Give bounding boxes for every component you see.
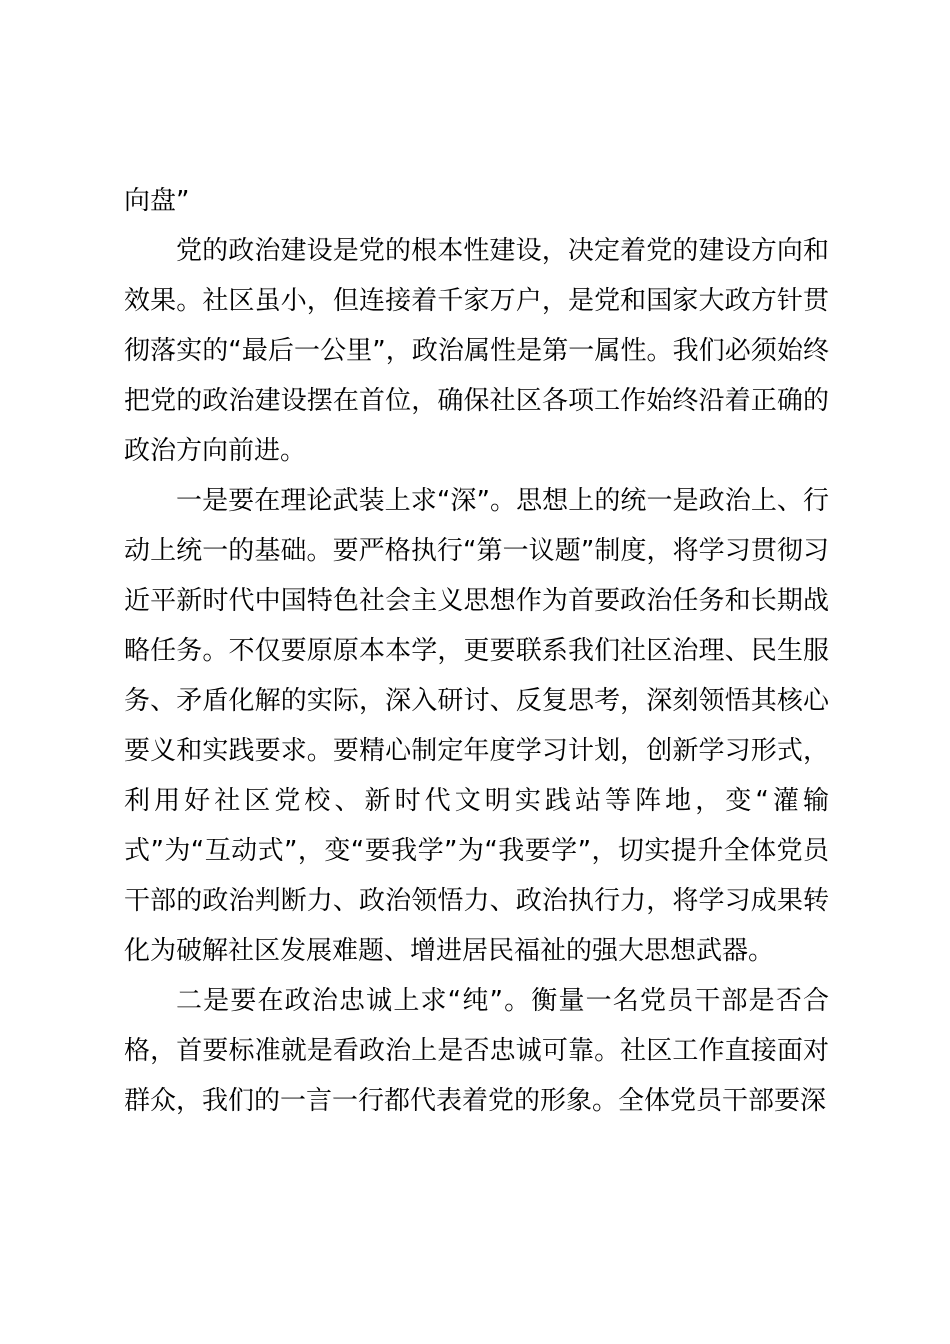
paragraph-point-one-theory: 一是要在理论武装上求“深”。思想上的统一是政治上、行动上统一的基础。要严格执行“第一议题”制度，将学习贯彻习近平新时代中国特色社会主义思想作为首要政治任务和长期战略任务。不仅要原原本本学，更要联系我们社区治理、民生服务、矛盾化解的实际，深入研讨、反复思考，深刻领悟其核心要义和实践要求。要精心制定年度学习计划，创新学习形式，利用好社区党校、新时代文明实践站等阵地，变“灌输式”为“互动式”，变“要我学”为“我要学”，切实提升全体党员干部的政治判断力、政治领悟力、政治执行力，将学习成果转化为破解社区发展难题、增进居民福祉的强大思想武器。 — [124, 486, 829, 966]
document-text-block — [124, 176, 829, 1126]
paragraph-point-two-loyalty: 二是要在政治忠诚上求“纯”。衡量一名党员干部是否合格，首要标准就是看政治上是否忠诚可靠。社区工作直接面对群众，我们的一言一行都代表着党的形象。全体党员干部要深 — [124, 986, 829, 1116]
paragraph-continuation: 向盘” — [124, 186, 190, 216]
paragraph-political-construction: 党的政治建设是党的根本性建设，决定着党的建设方向和效果。社区虽小，但连接着千家万户，是党和国家大政方针贯彻落实的“最后一公里”，政治属性是第一属性。我们必须始终把党的政治建设摆在首位，确保社区各项工作始终沿着正确的政治方向前进。 — [124, 236, 829, 466]
